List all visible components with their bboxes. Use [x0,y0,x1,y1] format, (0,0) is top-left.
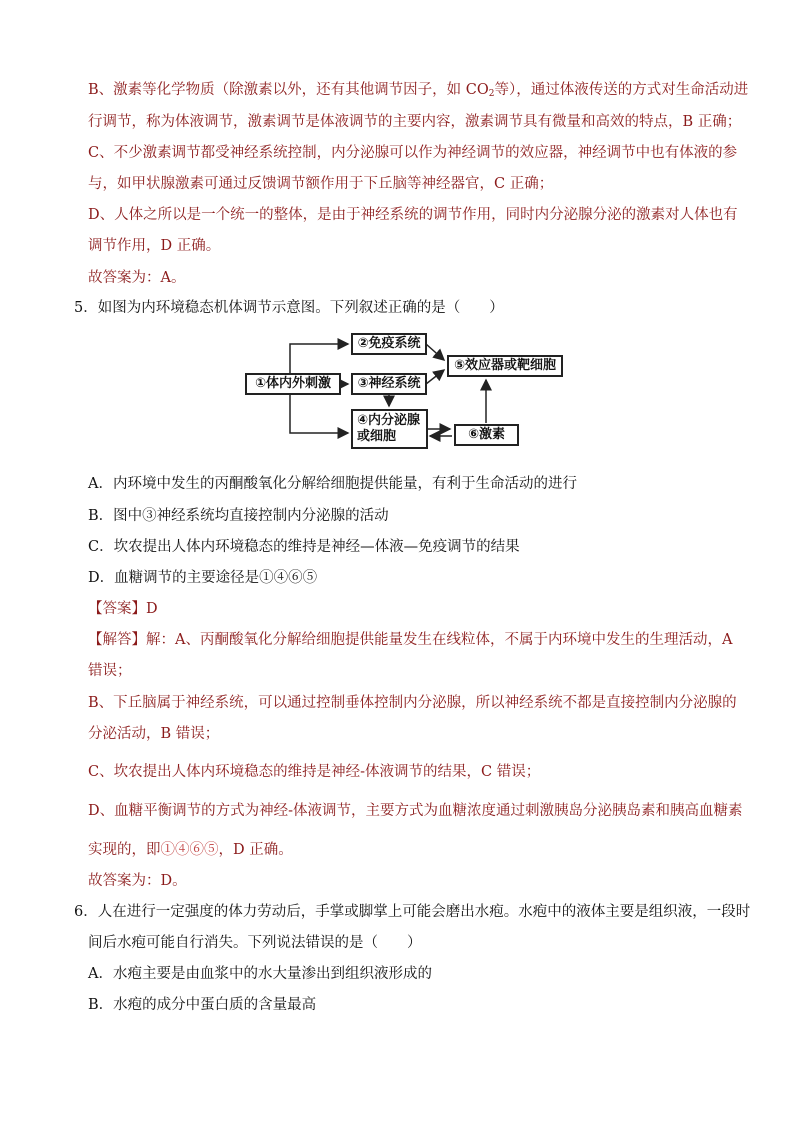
q5-answer: 【答案】D [88,601,158,617]
q5-analysis-d-line1: D、血糖平衡调节的方式为神经-体液调节，主要方式为血糖浓度通过刺激胰岛分泌胰岛素和胰高血糖素 [88,803,743,819]
endocrine-label-line2: 或细胞 [357,429,397,444]
effector-box: ⑤效应器或靶细胞 [447,355,563,377]
prev-d-line1: D、人体之所以是一个统一的整体，是由于神经系统的调节作用，同时内分泌腺分泌的激素对人体也有 [88,207,738,223]
prev-b-line2: 行调节，称为体液调节，激素调节是体液调节的主要内容，激素调节具有微量和高效的特点，B 正确； [88,114,742,130]
q5-analysis-a-line2: 错误； [88,663,132,679]
q5-analysis-c: C、坎农提出人体内环境稳态的维持是神经-体液调节的结果，C 错误； [88,764,541,780]
prev-c-line1: C、不少激素调节都受神经系统控制，内分泌腺可以作为神经调节的效应器，神经调节中也有体液的参 [88,145,738,161]
immune-system-box: ②免疫系统 [351,333,427,355]
arrow-1-to-4 [290,394,348,433]
q5-analysis-b-line1: B、下丘脑属于神经系统，可以通过控制垂体控制内分泌腺，所以神经系统不都是直接控制内分泌腺的 [88,695,737,711]
q5-option-c: C．坎农提出人体内环境稳态的维持是神经—体液—免疫调节的结果 [88,539,520,555]
q6-option-b: B．水疱的成分中蛋白质的含量最高 [88,997,317,1013]
prev-answer: 故答案为：A。 [88,270,186,286]
q6-stem-line1: 6．人在进行一定强度的体力劳动后，手掌或脚掌上可能会磨出水疱。水疱中的液体主要是组织液，一段时 [74,904,751,920]
q5-analysis-b-line2: 分泌活动，B 错误； [88,726,220,742]
q5-option-b: B．图中③神经系统均直接控制内分泌腺的活动 [88,508,389,524]
prev-b-line1: B、激素等化学物质（除激素以外，还有其他调节因子，如 $CO_2$等），通过体液传送的方式对生命活动进 [88,82,749,99]
q6-stem-line2: 间后水疱可能自行消失。下列说法错误的是（ ） [88,935,422,951]
arrow-2-to-5 [426,344,444,360]
arrow-1-to-2 [290,344,348,374]
q5-analysis-a-line1: 【解答】解：A、丙酮酸氧化分解给细胞提供能量发生在线粒体，不属于内环境中发生的生理活动，A [88,632,733,648]
nervous-system-box: ③神经系统 [351,373,427,395]
endocrine-gland-box [351,409,428,449]
q5-final-answer: 故答案为：D。 [88,873,187,889]
arrow-3-to-5 [426,370,444,384]
q5-analysis-d-line2: 实现的，即①④⑥⑤，D 正确。 [88,842,293,858]
endocrine-label-line1: ④内分泌腺 [357,413,421,428]
q5-option-a: A．内环境中发生的丙酮酸氧化分解给细胞提供能量，有利于生命活动的进行 [88,476,577,492]
prev-d-line2: 调节作用，D 正确。 [88,238,221,254]
q5-option-d: D．血糖调节的主要途径是①④⑥⑤ [88,570,318,586]
stimulus-box: ①体内外刺激 [245,373,341,395]
prev-c-line2: 与，如甲状腺激素可通过反馈调节额作用于下丘脑等神经器官，C 正确； [88,176,554,192]
q6-option-a: A．水疱主要是由血浆中的水大量渗出到组织液形成的 [88,966,432,982]
hormone-box: ⑥激素 [454,424,519,446]
q5-stem: 5．如图为内环境稳态机体调节示意图。下列叙述正确的是（ ） [74,300,504,316]
